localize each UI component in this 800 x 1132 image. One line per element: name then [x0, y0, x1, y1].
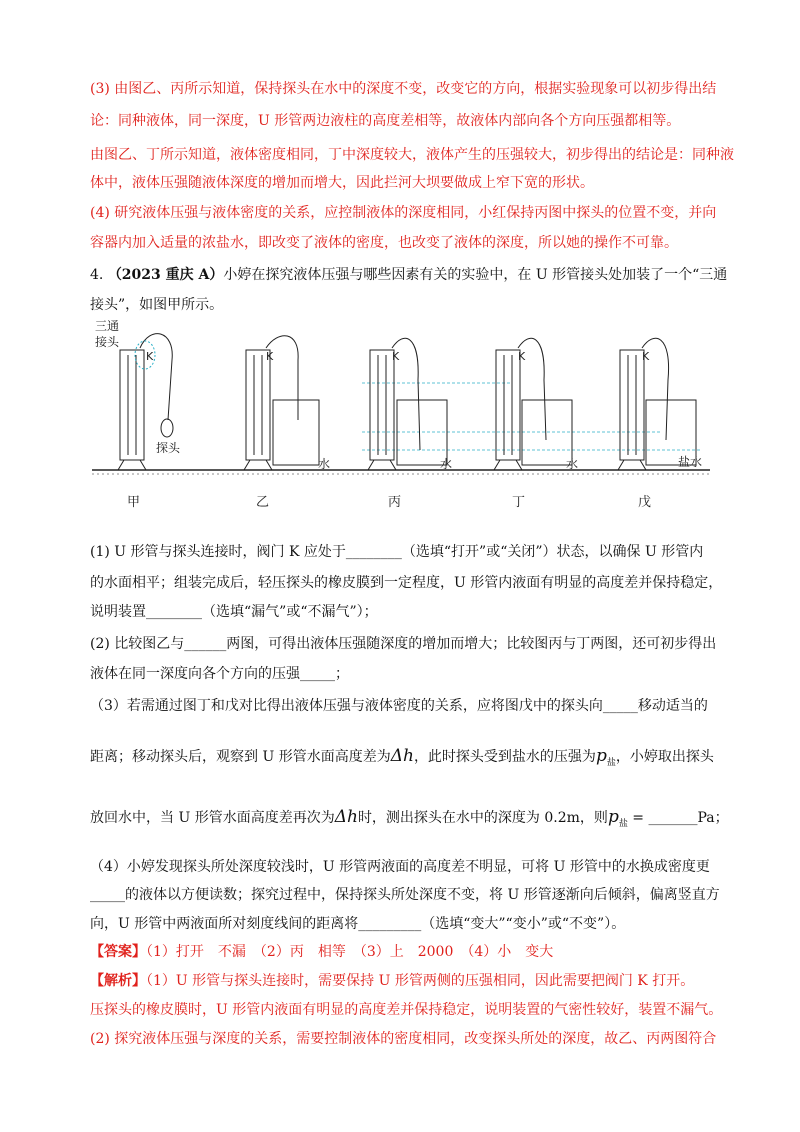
part1-line-2: 的水面相平；组装完成后，轻压探头的橡皮膜到一定程度，U 形管内液面有明显的高度差并保持稳定，: [90, 575, 723, 591]
valve-label-1: K: [146, 350, 154, 363]
delta-h-symbol: Δh: [390, 746, 414, 766]
part1-line-1: (1) U 形管与探头连接时，阀门 K 应处于________（选填“打开”或“关闭”）状态，以确保 U 形管内: [90, 544, 704, 560]
part3-text-b: ，此时探头受到盐水的压强为: [413, 749, 596, 765]
caption-wu: 戊: [638, 495, 652, 510]
analysis-text-1: （1）U 形管与探头连接时，需要保持 U 形管两侧的压强相同，因此需要把阀门 K 打开。: [146, 973, 695, 989]
part3-text-c: ，小婷取出探头: [615, 749, 714, 765]
p-salt-sub: 盐: [606, 757, 616, 768]
part1-line-3: 说明装置________（选填“漏气”或“不漏气”）；: [90, 604, 378, 620]
answer-line: [90, 943, 720, 961]
water-label-2: 水: [440, 457, 453, 471]
red-line-6: 容器内加入适量的浓盐水，即改变了液体的密度，也改变了液体的深度，所以她的操作不可靠。: [90, 235, 678, 251]
analysis-line-2: 压探头的橡皮膜时，U 形管内液面有明显的高度差并保持稳定，说明装置的气密性较好，装置不漏气。: [90, 1002, 723, 1018]
caption-bing: 丙: [388, 495, 402, 510]
part4-line-2: _____的液体以方便读数；探究过程中，保持探头所处深度不变，将 U 形管逐渐向后倾斜，偏离竖直方: [90, 887, 720, 903]
question-number: 4.: [90, 267, 108, 283]
probe-label: 探头: [156, 441, 181, 455]
part3-line-2: [90, 747, 720, 772]
equals-sign: =: [627, 810, 649, 826]
question-line-2: 接头”，如图甲所示。: [90, 297, 224, 313]
red-line-1: (3) 由图乙、丙所示知道，保持探头在水中的深度不变，改变它的方向，根据实验现象可以初步得出结: [90, 81, 717, 97]
part3-line-3: [90, 807, 729, 833]
delta-h-symbol-2: Δh: [334, 807, 358, 827]
part3-text-e: 时，测出探头在水中的深度为 0.2m，则: [357, 810, 608, 826]
caption-ding: 丁: [512, 495, 526, 510]
valve-label-4: K: [518, 350, 526, 363]
valve-label-3: K: [392, 350, 400, 363]
p-salt-symbol-2: p: [607, 807, 619, 827]
part4-line-1: （4）小婷发现探头所处深度较浅时，U 形管两液面的高度差不明显，可将 U 形管中的水换成密度更: [90, 859, 710, 875]
red-line-5: (4) 研究液体压强与液体密度的关系，应控制液体的深度相同，小红保持丙图中探头的位置不变，并向: [90, 205, 717, 221]
part3-text-a: 距离；移动探头后，观察到 U 形管水面高度差为: [90, 749, 391, 765]
analysis-label: 【解析】: [90, 973, 146, 989]
joint-label-2: 接头: [95, 335, 120, 349]
answer-label: 【答案】: [90, 944, 146, 960]
part4-line-3: 向，U 形管中两液面所对刻度线间的距离将_________（选填“变大”“变小”或“不变”）。: [90, 916, 626, 932]
question-text-1: 小婷在探究液体压强与哪些因素有关的实验中，在 U 形管接头处加装了一个“三通: [223, 267, 728, 283]
question-source: （2023 重庆 A）: [107, 267, 224, 283]
joint-label-1: 三通: [95, 319, 120, 333]
analysis-line-3: (2) 探究液体压强与深度的关系，需要控制液体的密度相同，改变探头所处的深度，故乙、丙两图符合: [90, 1031, 717, 1047]
red-line-3: 由图乙、丁所示知道，液体密度相同，丁中深度较大，液体产生的压强较大，初步得出的结论是：同种液: [90, 147, 734, 163]
salt-label: 盐水: [678, 455, 703, 469]
caption-jia: 甲: [127, 495, 141, 510]
part3-text-d: 放回水中，当 U 形管水面高度差再次为: [90, 810, 335, 826]
analysis-line-1: [90, 972, 720, 990]
water-label-3: 水: [566, 457, 579, 471]
caption-yi: 乙: [256, 495, 270, 510]
water-label-1: 水: [318, 457, 331, 471]
red-line-4: 体中，液体压强随液体深度的增加而增大，因此拦河大坝要做成上窄下宽的形状。: [90, 175, 594, 191]
valve-label-2: K: [266, 350, 274, 363]
part2-line-1: (2) 比较图乙与______两图，可得出液体压强随深度的增加而增大；比较图丙与丁两图，还可初步得出: [90, 636, 717, 652]
p-salt-symbol: p: [595, 746, 607, 766]
part2-line-2: 液体在同一深度向各个方向的压强_____；: [90, 666, 349, 682]
valve-label-5: K: [642, 350, 650, 363]
answer-text: （1）打开 不漏 （2）丙 相等 （3）上 2000 （4）小 变大: [146, 944, 554, 960]
part3-line-1: （3）若需通过图丁和戊对比得出液体压强与液体密度的关系，应将图戊中的探头向_____移动适当的: [90, 698, 708, 714]
red-line-2: 论：同种液体，同一深度，U 形管两边液柱的高度差相等，故液体内部向各个方向压强都相等。: [90, 113, 681, 129]
p-salt-sub-2: 盐: [618, 818, 628, 829]
experiment-figure: [0, 0, 800, 520]
part3-text-f: _______Pa；: [648, 810, 729, 826]
